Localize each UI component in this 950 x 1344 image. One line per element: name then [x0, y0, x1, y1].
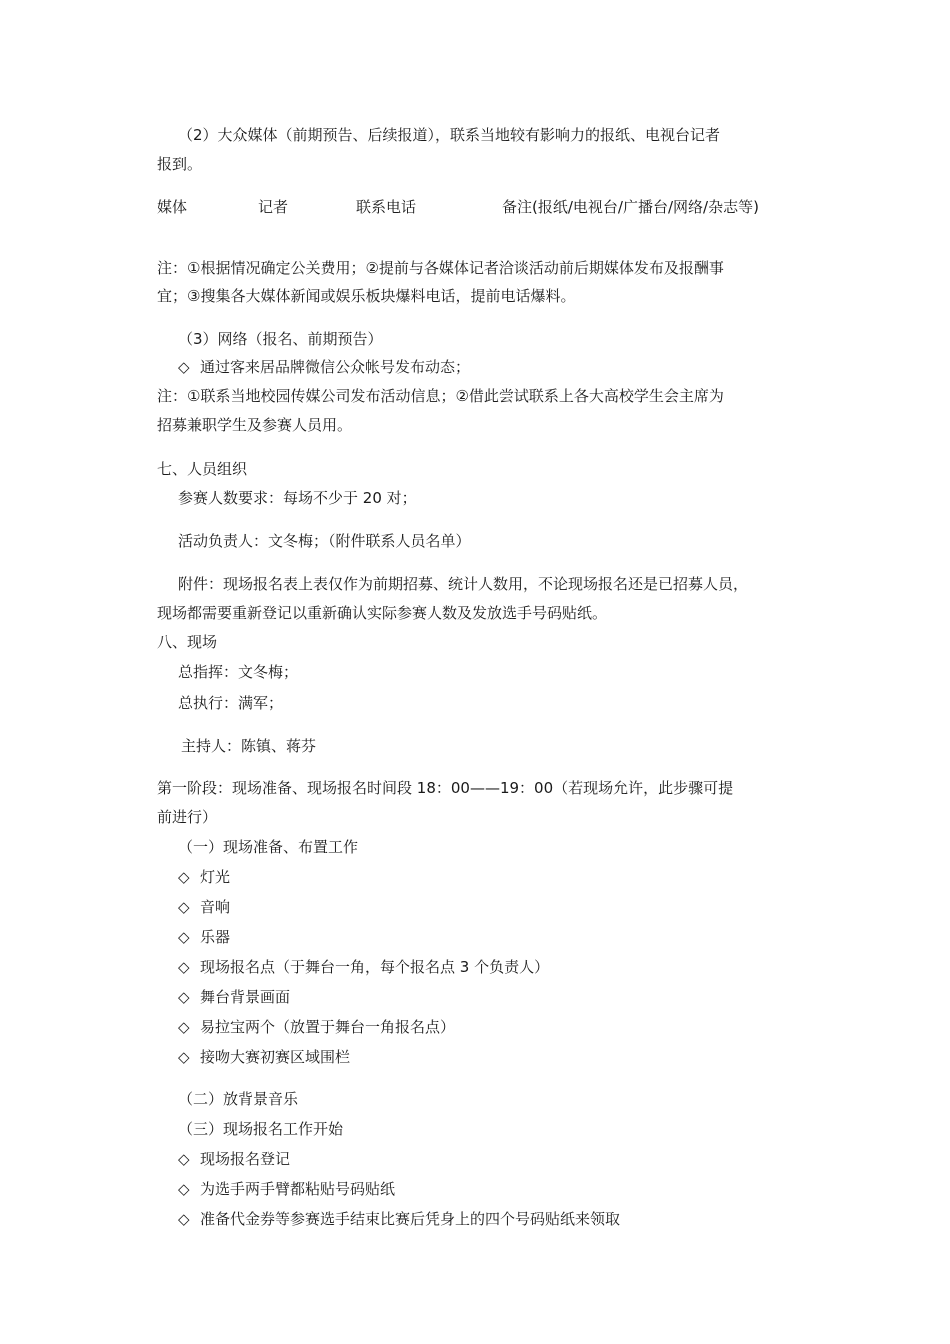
bullet-stage-background: ◇ 舞台背景画面: [178, 988, 291, 1006]
note-media-cont: 宜；③搜集各大媒体新闻或娱乐板块爆料电话，提前电话爆料。: [157, 287, 576, 305]
subheading-background-music: （二）放背景音乐: [178, 1090, 299, 1108]
header-phone: 联系电话: [356, 198, 417, 216]
bullet-number-stickers: ◇ 为选手两手臂都粘贴号码贴纸: [178, 1180, 396, 1198]
bullet-rollup-banners: ◇ 易拉宝两个（放置于舞台一角报名点）: [178, 1018, 456, 1036]
bullet-wechat: ◇ 通过客来居品牌微信公众帐号发布动态；: [178, 358, 471, 376]
diamond-bullet-icon: ◇: [178, 358, 190, 376]
paragraph-mass-media-cont: 报到。: [157, 155, 203, 173]
section-seven-heading: 七、人员组织: [157, 460, 248, 478]
activity-leader: 活动负责人：文冬梅；（附件联系人员名单）: [178, 532, 471, 550]
bullet-registration: ◇ 现场报名登记: [178, 1150, 291, 1168]
diamond-bullet-icon: ◇: [178, 1150, 190, 1168]
section-eight-heading: 八、现场: [157, 633, 218, 651]
diamond-bullet-icon: ◇: [178, 1210, 190, 1228]
diamond-bullet-icon: ◇: [178, 898, 190, 916]
bullet-lighting: ◇ 灯光: [178, 868, 231, 886]
header-reporter: 记者: [258, 198, 289, 216]
participant-requirement: 参赛人数要求：每场不少于 20 对；: [178, 489, 417, 507]
diamond-bullet-icon: ◇: [178, 868, 190, 886]
header-media: 媒体: [157, 198, 188, 216]
heading-network: （3）网络（报名、前期预告）: [178, 330, 383, 348]
diamond-bullet-icon: ◇: [178, 1180, 190, 1198]
diamond-bullet-icon: ◇: [178, 1018, 190, 1036]
header-remarks: 备注(报纸/电视台/广播台/网络/杂志等): [502, 198, 759, 216]
diamond-bullet-icon: ◇: [178, 958, 190, 976]
attachment-note: 附件：现场报名表上表仅作为前期招募、统计人数用，不论现场报名还是已招募人员，: [178, 575, 749, 593]
bullet-instruments: ◇ 乐器: [178, 928, 231, 946]
note-network: 注：①联系当地校园传媒公司发布活动信息；②借此尝试联系上各大高校学生会主席为: [157, 387, 724, 405]
bullet-fence: ◇ 接吻大赛初赛区域围栏: [178, 1048, 351, 1066]
note-network-cont: 招募兼职学生及参赛人员用。: [157, 416, 353, 434]
subheading-preparation: （一）现场准备、布置工作: [178, 838, 359, 856]
diamond-bullet-icon: ◇: [178, 988, 190, 1006]
chief-commander: 总指挥：文冬梅；: [178, 663, 299, 681]
bullet-sound: ◇ 音响: [178, 898, 231, 916]
diamond-bullet-icon: ◇: [178, 1048, 190, 1066]
chief-executive: 总执行：满军；: [178, 694, 284, 712]
hosts: 主持人：陈镇、蒋芬: [181, 737, 317, 755]
bullet-registration-point: ◇ 现场报名点（于舞台一角，每个报名点 3 个负责人）: [178, 958, 550, 976]
bullet-vouchers: ◇ 准备代金券等参赛选手结束比赛后凭身上的四个号码贴纸来领取: [178, 1210, 621, 1228]
phase-one-heading-cont: 前进行）: [157, 808, 218, 826]
paragraph-mass-media: （2）大众媒体（前期预告、后续报道），联系当地较有影响力的报纸、电视台记者: [178, 126, 721, 144]
note-media: 注：①根据情况确定公关费用；②提前与各媒体记者洽谈活动前后期媒体发布及报酬事: [157, 259, 724, 277]
subheading-registration-start: （三）现场报名工作开始: [178, 1120, 344, 1138]
diamond-bullet-icon: ◇: [178, 928, 190, 946]
phase-one-heading: 第一阶段：现场准备、现场报名时间段 18：00——19：00（若现场允许，此步骤可提: [157, 779, 734, 797]
attachment-note-cont: 现场都需要重新登记以重新确认实际参赛人数及发放选手号码贴纸。: [157, 604, 608, 622]
